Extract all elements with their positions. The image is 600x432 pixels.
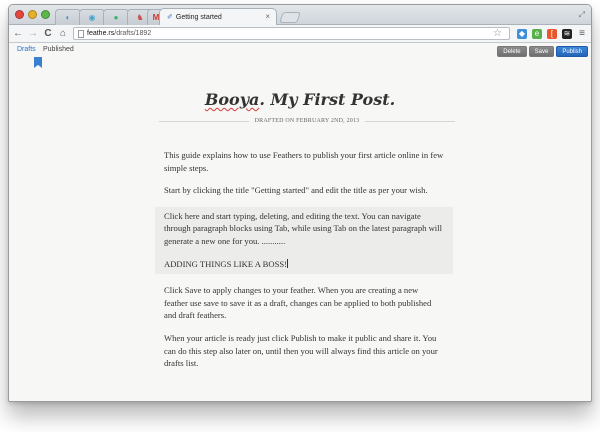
bookmark-star-icon[interactable]: ☆ [493,28,502,39]
divider [365,121,455,122]
tab-published[interactable]: Published [43,46,74,53]
close-window-icon[interactable] [15,10,24,19]
text-caret [287,259,288,268]
paragraph[interactable]: Click here and start typing, deleting, and editing the text. You can navigate through paragraph blocks using Tab, while using Tab on the latest paragraph will generate a new one for you. ........... [164,210,442,246]
evernote-ext-icon[interactable]: e [532,29,542,39]
pinned-tab[interactable] [103,9,129,25]
paragraph[interactable]: Start by clicking the title "Getting started" and edit the title as per your wish. [164,185,428,196]
feathers-page [9,44,591,401]
heading-paragraph[interactable] [155,258,453,273]
maximize-window-icon[interactable] [41,10,50,19]
menu-icon[interactable]: ≡ [579,27,585,39]
post-title-rest: . My First Post. [259,90,396,109]
post-date [159,116,455,126]
layers-ext-icon[interactable]: ≋ [563,28,571,38]
tab-close-icon[interactable]: × [265,12,270,21]
pinned-tab[interactable] [55,9,81,25]
forward-icon[interactable]: → [28,27,38,39]
page-icon [78,30,84,38]
tab-getting-started[interactable] [159,8,277,25]
window-controls [15,10,50,19]
paragraph[interactable]: Click Save to apply changes to your feather. When you are creating a new feather use save to save it as a draft, changes can be applied to both published and draft feathers. [164,285,432,321]
new-tab-button[interactable] [279,12,301,23]
post-title[interactable] [9,90,591,109]
url-path: /drafts/1892 [114,30,152,37]
post-body[interactable] [155,149,453,370]
paragraph[interactable]: This guide explains how to use Feathers to publish your first article online in few simple steps. [164,150,444,173]
browser-window [8,4,592,402]
gmail-icon: M [152,12,160,22]
site-favicon-icon: ◉ [88,12,96,22]
fullscreen-icon[interactable]: ⤢ [578,10,585,19]
paragraph[interactable]: When your article is ready just click Publish to make it public and share it. You can do this step also later on, until then you will always find this article on your drafts list. [164,332,438,369]
site-favicon-icon: ● [113,12,119,22]
feather-icon: ✐ [167,14,173,21]
divider [159,121,249,122]
reload-icon[interactable]: C [44,27,52,39]
active-paragraph-block[interactable] [155,207,453,274]
minimize-window-icon[interactable] [28,10,37,19]
tab-strip [9,5,591,25]
publish-button[interactable]: Publish [556,46,588,57]
post-title-word: Booya [204,90,260,109]
delete-button[interactable]: Delete [497,46,526,57]
back-icon[interactable]: ← [13,27,23,39]
browser-toolbar [9,25,591,43]
address-bar[interactable] [73,27,510,40]
heading-text: ADDING THINGS LIKE A BOSS! [164,258,288,269]
post-date-text: DRAFTED ON FEBRUARY 2ND, 2013 [254,118,360,124]
pinned-tab[interactable] [79,9,105,25]
chrome-ext-icon[interactable]: [ [547,29,557,39]
dropbox-ext-icon[interactable]: ◆ [518,28,526,38]
tab-title: Getting started [175,13,222,21]
tab-drafts[interactable]: Drafts [17,46,36,53]
site-favicon-icon: ♞ [136,12,144,22]
save-button[interactable]: Save [529,46,555,57]
app-bar [9,44,591,57]
bookmark-icon [34,57,42,68]
url-domain: feathe.rs [87,30,115,37]
post-actions [497,46,588,57]
site-favicon-icon: ◐ [65,12,71,22]
home-icon[interactable]: ⌂ [59,27,67,39]
